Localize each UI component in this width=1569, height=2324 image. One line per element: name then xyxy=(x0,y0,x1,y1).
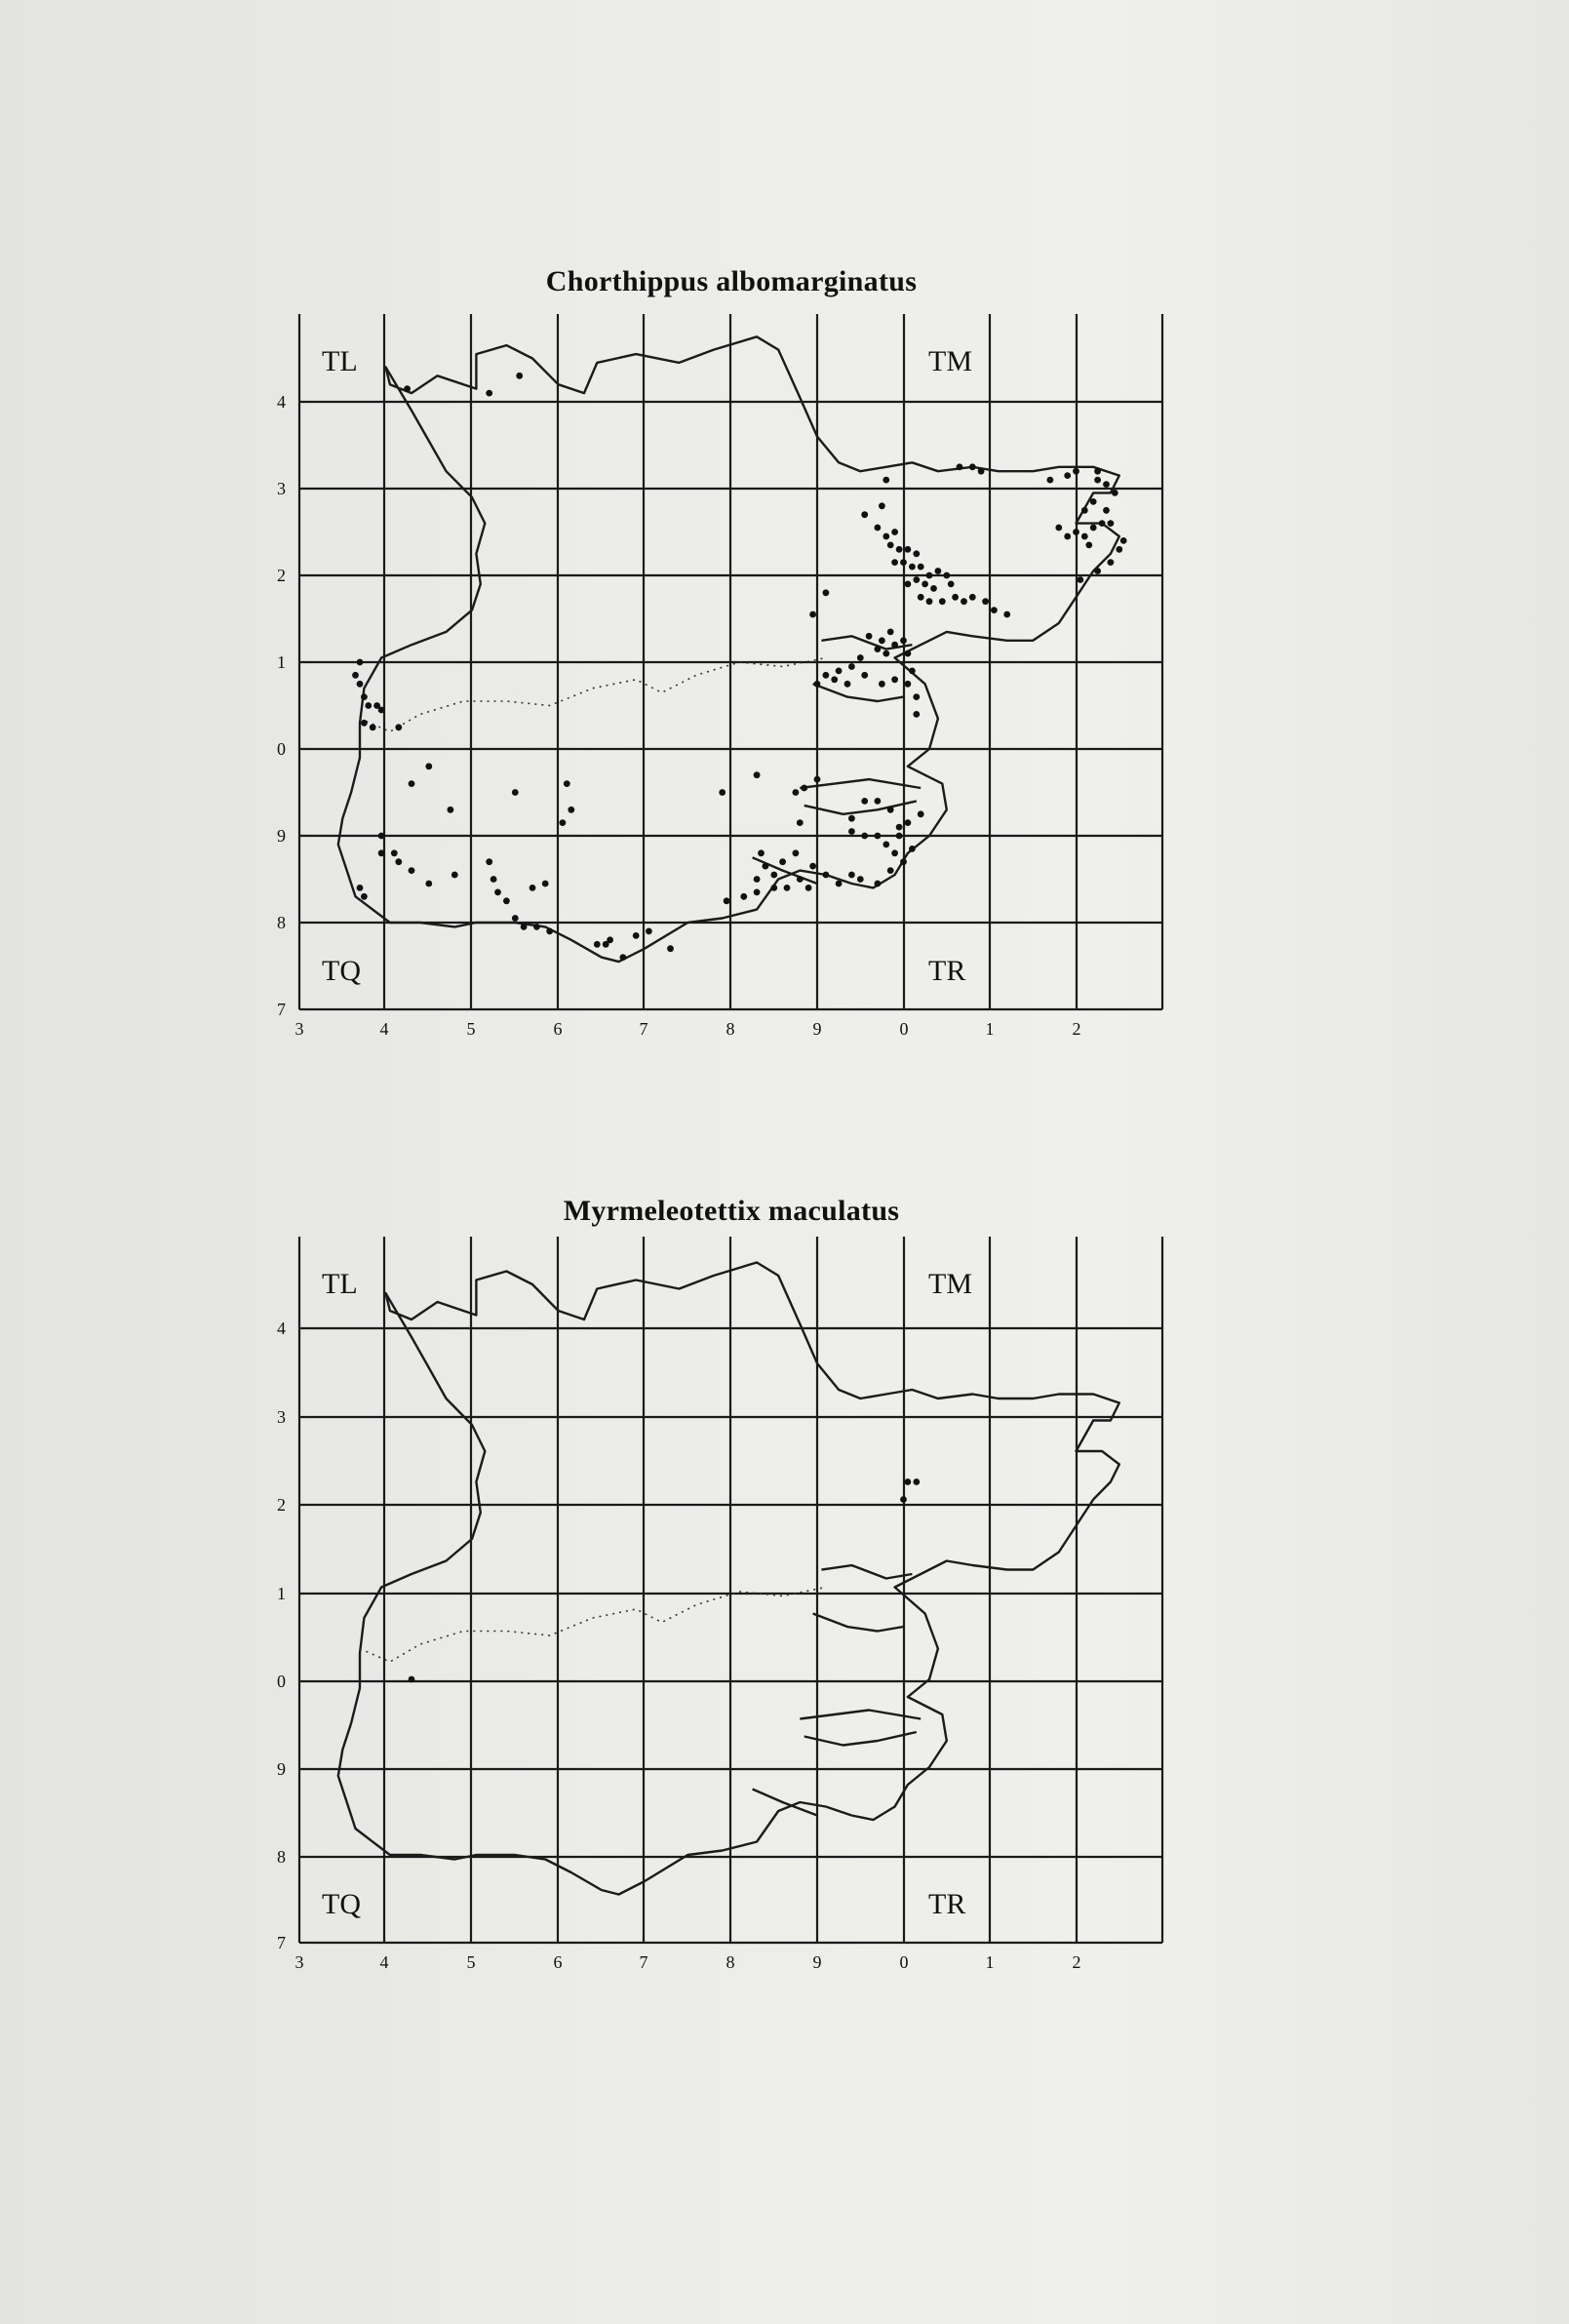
northing-label: 9 xyxy=(277,826,286,846)
record-dot xyxy=(905,1478,912,1485)
easting-label: 9 xyxy=(812,1019,822,1039)
easting-label: 9 xyxy=(812,1952,822,1972)
record-dot xyxy=(913,1478,920,1485)
easting-label: 5 xyxy=(466,1952,476,1972)
square-label-tr: TR xyxy=(928,955,966,987)
square-label-tq: TQ xyxy=(322,955,361,987)
easting-label: 5 xyxy=(466,1019,476,1039)
easting-label: 2 xyxy=(1072,1019,1081,1039)
easting-label: 0 xyxy=(899,1019,909,1039)
easting-label: 0 xyxy=(899,1952,909,1972)
northing-label: 3 xyxy=(277,479,286,498)
estuary-line xyxy=(753,1790,817,1816)
easting-label: 7 xyxy=(639,1019,648,1039)
northing-label: 1 xyxy=(277,652,286,672)
northing-label: 4 xyxy=(277,392,286,412)
easting-label: 6 xyxy=(553,1019,563,1039)
records xyxy=(409,1478,921,1682)
northing-label: 3 xyxy=(277,1407,286,1427)
estuary-line xyxy=(804,1732,917,1746)
easting-label: 6 xyxy=(553,1952,563,1972)
easting-label: 3 xyxy=(294,1019,304,1039)
estuary-line xyxy=(813,1614,904,1632)
map-title: Chorthippus albomarginatus xyxy=(545,265,918,297)
vice-county-boundary xyxy=(360,1588,826,1663)
easting-label: 2 xyxy=(1072,1952,1081,1972)
easting-label: 1 xyxy=(985,1019,995,1039)
square-label-tl: TL xyxy=(322,1268,358,1300)
grid xyxy=(299,1237,1162,1943)
map-title: Myrmeleotettix maculatus xyxy=(563,1195,900,1227)
easting-label: 1 xyxy=(985,1952,995,1972)
northing-label: 7 xyxy=(277,1000,286,1019)
northing-label: 7 xyxy=(277,1933,286,1952)
northing-label: 2 xyxy=(277,1495,286,1515)
square-label-tm: TM xyxy=(928,345,972,377)
square-label-tq: TQ xyxy=(322,1888,361,1920)
northing-label: 8 xyxy=(277,1847,286,1867)
northing-label: 1 xyxy=(277,1584,286,1603)
northing-label: 2 xyxy=(277,566,286,585)
easting-label: 4 xyxy=(379,1019,389,1039)
square-label-tr: TR xyxy=(928,1888,966,1920)
easting-label: 3 xyxy=(294,1952,304,1972)
northing-label: 9 xyxy=(277,1759,286,1779)
northing-label: 0 xyxy=(277,1672,286,1691)
easting-label: 8 xyxy=(726,1019,735,1039)
northing-label: 4 xyxy=(277,1319,286,1338)
record-dot xyxy=(409,1676,415,1683)
square-label-tm: TM xyxy=(928,1268,972,1300)
record-dot xyxy=(900,1496,907,1503)
easting-label: 7 xyxy=(639,1952,648,1972)
easting-label: 8 xyxy=(726,1952,735,1972)
estuary-line xyxy=(821,1565,912,1579)
county-outline xyxy=(338,1263,1119,1895)
northing-label: 8 xyxy=(277,913,286,932)
square-label-tl: TL xyxy=(322,345,358,377)
northing-label: 0 xyxy=(277,739,286,759)
easting-label: 4 xyxy=(379,1952,389,1972)
